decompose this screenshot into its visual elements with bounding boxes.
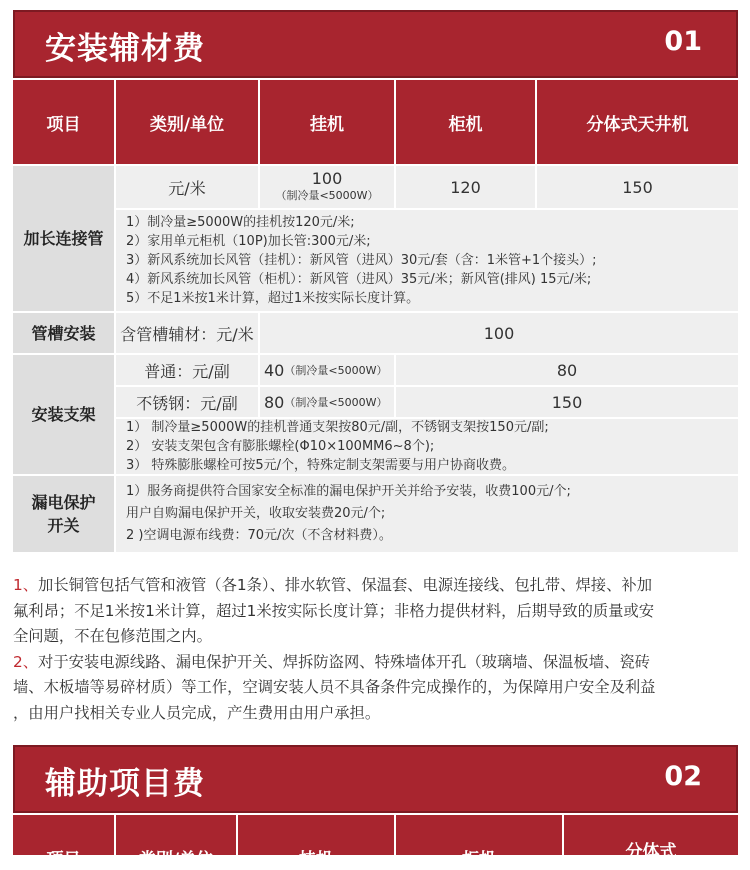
footnote-2 xyxy=(13,650,733,727)
pipe-wall-price-cell xyxy=(260,166,394,208)
bracket-note-line: 3） 特殊膨胀螺栓可按5元/个，特殊定制支架需要与用户协商收费。 xyxy=(126,458,516,473)
trunking-price: 100 xyxy=(260,313,738,353)
bracket-normal-wall-price: 40 xyxy=(264,360,285,380)
leakage-note-line: 用户自购漏电保护开关，收取安装费20元/个; xyxy=(126,506,386,521)
bracket-notes xyxy=(116,419,738,474)
header-wall-unit: 挂机 xyxy=(260,80,394,164)
pipe-wall-note: （制冷量<5000W） xyxy=(275,189,379,202)
bracket-steel-wall-price: 80 xyxy=(264,392,285,412)
row-label-leakage-switch xyxy=(13,476,114,552)
section-title: 辅助项目费 xyxy=(45,766,205,802)
bracket-normal-other-price: 80 xyxy=(396,355,738,385)
bracket-steel-other-price: 150 xyxy=(396,387,738,417)
section-number: 02 xyxy=(664,761,702,792)
footnote-number: 2、 xyxy=(13,652,39,671)
pipe-note-line: 5）不足1米按1米计算，超过1米按实际长度计算。 xyxy=(126,291,420,306)
leakage-notes xyxy=(116,476,738,552)
pipe-note-line: 4）新风系统加长风管（柜机）：新风管（进风）35元/米；新风管(排风) 15元/米; xyxy=(126,272,592,287)
header-item: 项目 xyxy=(13,80,114,164)
bracket-normal-unit: 普通：元/副 xyxy=(116,355,258,385)
row-label-trunking: 管槽安装 xyxy=(13,313,114,353)
pipe-note-line: 2）家用单元柜机（10P)加长管:300元/米; xyxy=(126,234,371,249)
pipe-wall-price: 100 xyxy=(311,169,343,188)
bracket-note-line: 1） 制冷量≥5000W的挂机普通支架按80元/副，不锈钢支架按150元/副; xyxy=(126,420,549,435)
leakage-note-line: 1）服务商提供符合国家安全标准的漏电保护开关并给予安装，收费100元/个; xyxy=(126,484,571,499)
bracket-steel-wall-note: （制冷量<5000W） xyxy=(284,396,388,409)
footnote-line: 氟利昂；不足1米按1米计算，超过1米按实际长度计算；非格力提供材料，后期导致的质量或安 xyxy=(13,601,655,620)
section-banner-install-materials xyxy=(13,10,738,78)
footnote-line: 墙、木板墙等易碎材质）等工作，空调安装人员不具备条件完成操作的，为保障用户安全及利益 xyxy=(13,678,656,696)
header-category-unit: 类别/单位 xyxy=(116,80,258,164)
bracket-steel-wall-cell xyxy=(260,387,394,417)
bracket-normal-wall-cell xyxy=(260,355,394,385)
header-ceiling-unit: 分体式天井机 xyxy=(537,80,738,164)
pipe-note-line: 3）新风系统加长风管（挂机）：新风管（进风）30元/套（含：1米管+1个接头）; xyxy=(126,253,597,268)
footnote-line: 全问题，不在包修范围之内。 xyxy=(13,627,212,645)
leakage-note-line: 2 )空调电源布线费：70元/次（不含材料费）。 xyxy=(126,528,392,543)
header-wall-unit: 挂机 xyxy=(238,815,394,855)
section-number: 01 xyxy=(664,26,702,57)
footnote-number: 1、 xyxy=(13,576,39,594)
header-item: 项目 xyxy=(13,815,114,855)
bracket-note-line: 2） 安装支架包含有膨胀螺栓(Φ10×100MM6~8个); xyxy=(126,439,435,454)
header-ceiling-unit: 分体式 xyxy=(564,815,738,855)
pipe-ceiling-price: 150 xyxy=(537,166,738,208)
header-cabinet-unit: 柜机 xyxy=(396,80,535,164)
pipe-unit: 元/米 xyxy=(116,166,258,208)
leakage-label-line: 漏电保护 xyxy=(31,493,96,512)
trunking-unit: 含管槽辅材：元/米 xyxy=(116,313,258,353)
bracket-normal-wall-note: （制冷量<5000W） xyxy=(284,364,388,377)
pipe-notes xyxy=(116,210,738,311)
header-cabinet-unit: 柜机 xyxy=(396,815,562,855)
bracket-steel-unit: 不锈钢：元/副 xyxy=(116,387,258,417)
footnote-line: 对于安装电源线路、漏电保护开关、焊拆防盗网、特殊墙体开孔（玻璃墙、保温板墙、瓷砖 xyxy=(38,652,650,671)
section-banner-auxiliary-items xyxy=(13,745,738,813)
header-category-unit: 类别/单位 xyxy=(116,815,236,855)
pipe-cabinet-price: 120 xyxy=(396,166,535,208)
pipe-note-line: 1）制冷量≥5000W的挂机按120元/米; xyxy=(126,215,355,230)
footnote-1 xyxy=(13,573,733,650)
leakage-label-line: 开关 xyxy=(47,516,80,535)
footnote-line: ，由用户找相关专业人员完成，产生费用由用户承担。 xyxy=(13,703,381,722)
row-label-bracket: 安装支架 xyxy=(13,355,114,474)
section-title: 安装辅材费 xyxy=(45,31,205,67)
row-label-pipe-extension: 加长连接管 xyxy=(13,166,114,311)
footnotes xyxy=(13,573,733,726)
footnote-line: 加长铜管包括气管和液管（各1条）、排水软管、保温套、电源连接线、包扎带、焊接、补加 xyxy=(38,576,652,594)
